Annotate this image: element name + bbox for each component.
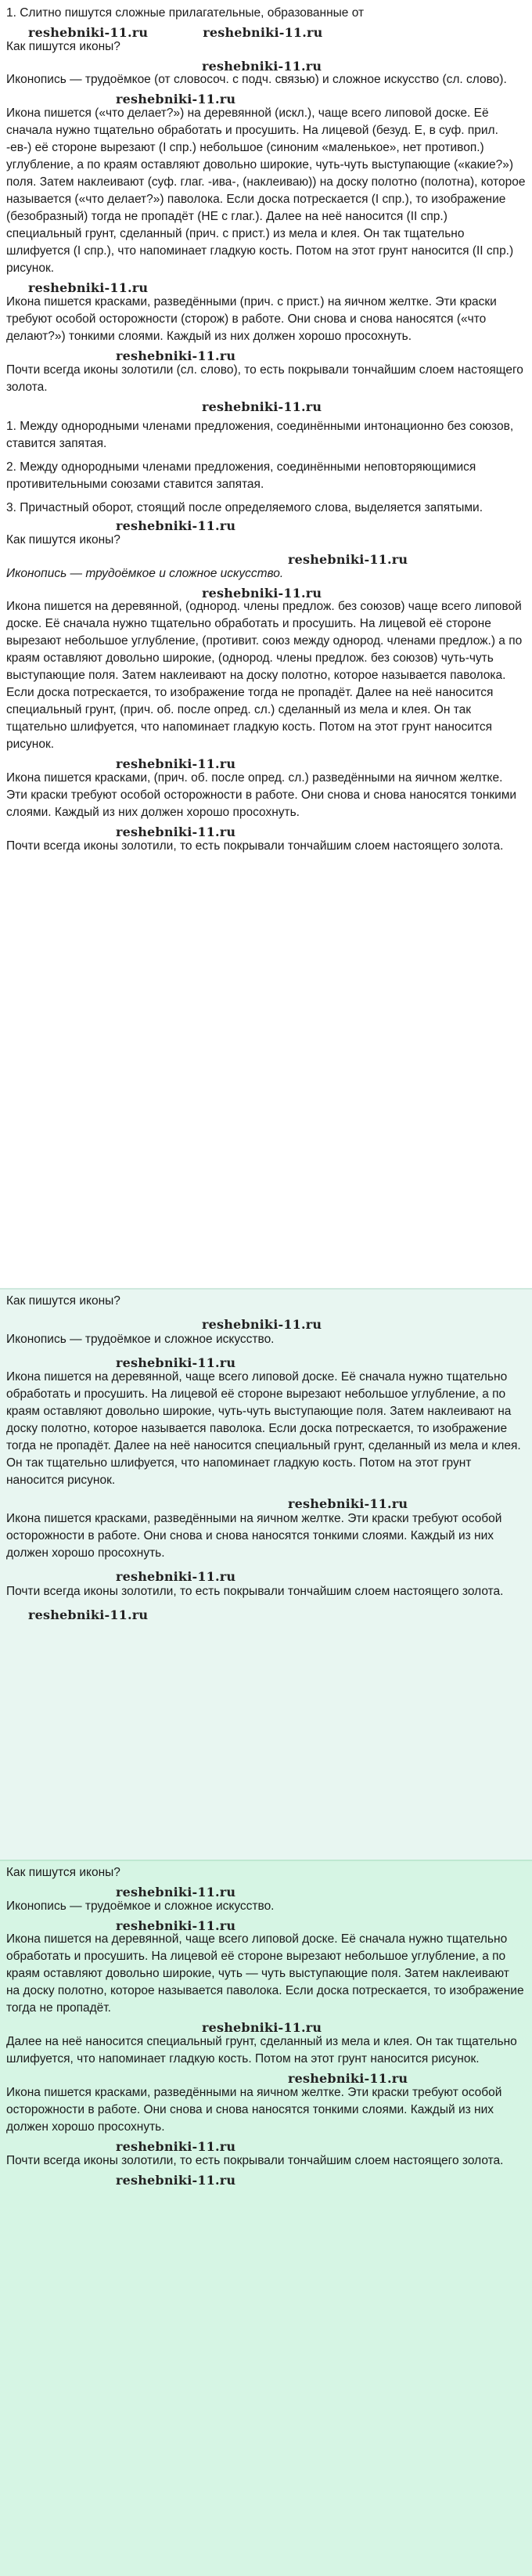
watermark: reshebniki-11.ru [28, 280, 149, 296]
watermark: reshebniki-11.ru [202, 2020, 322, 2036]
watermark: reshebniki-11.ru [116, 518, 236, 534]
watermark: reshebniki-11.ru [116, 1885, 236, 1900]
text-paragraph: Икона пишется красками, разведёнными (прич. с прист.) на яичном желтке. Эти краски требуют особой осторожности (сторож) в работе. Они снова и снова наносятся («что делают?») тонкими слоями. Каждый из них должен хорошо просохнуть. [6, 294, 497, 343]
watermark: reshebniki-11.ru [116, 756, 236, 772]
watermark: reshebniki-11.ru [288, 552, 408, 568]
text-paragraph: Почти всегда иконы золотили, то есть покрывали тончайшим слоем настоящего золота. [6, 839, 504, 853]
watermark: reshebniki-11.ru [28, 1607, 149, 1622]
text-paragraph: Икона пишется красками, разведёнными на яичном желтке. Эти краски требуют особой осторожности в работе. Они снова и снова наносятся тонкими слоями. Каждый из них должен хорошо просохнуть. [6, 1512, 502, 1560]
text-paragraph: Иконопись — трудоёмкое (от словосоч. с подч. связью) и сложное искусство (сл. слово). [6, 73, 507, 87]
text-paragraph: Икона пишется на деревянной, (однород. члены предлож. без союзов) чаще всего липовой доске. Её сначала нужно тщательно обработать и просушить. На лицевой её стороне вырезают небольшое углубление, (противит. союз между однород. членами предлож.) а по краям оставляют довольно широкие, (однород. члены предлож. без союзов) чуть-чуть выступающие поля. Затем наклеивают на доску полотно, которое называется паволока. Если доска потрескается, то изображение тогда не пропадёт. Далее на неё наносится специальный грунт, (прич. об. после опред. сл.) сделанный из мела и клея. Он так тщательно шлифуется, что напоминает гладкую кость. Потом на этот грунт наносится рисунок. [6, 600, 523, 752]
annotated-section [0, 1288, 532, 1860]
text-paragraph: Икона пишется на деревянной, чаще всего липовой доске. Её сначала нужно тщательно обработать и просушить. На лицевой её стороне вырезают небольшое углубление, а по краям оставляют довольно широкие, чуть — чуть выступающие поля. Затем наклеивают на доску полотно, которое называется паволока. Если доска потрескается, то изображение тогда не пропадёт. [6, 1932, 524, 2015]
text-paragraph: Почти всегда иконы золотили (сл. слово), то есть покрывали тончайшим слоем настоящего золота. [6, 363, 523, 394]
watermark: reshebniki-11.ru [202, 1317, 322, 1332]
text-question: Как пишутся иконы? [6, 1294, 120, 1308]
watermark: reshebniki-11.ru [116, 2138, 236, 2154]
watermark: reshebniki-11.ru [116, 824, 236, 840]
watermark: reshebniki-11.ru [202, 399, 322, 414]
rule-item: 2. Между однородными членами предложения, соединёнными неповторяющимися противительными союзами ставится запятая. [6, 460, 476, 492]
text-paragraph: Почти всегда иконы золотили, то есть покрывали тончайшим слоем настоящего золота. [6, 1584, 504, 1598]
text-question: Как пишутся иконы? [6, 1866, 120, 1879]
watermark: reshebniki-11.ru [116, 1569, 236, 1585]
watermark: reshebniki-11.ru [116, 1355, 236, 1370]
text-paragraph: Иконопись — трудоёмкое и сложное искусство. [6, 1332, 275, 1346]
text-paragraph: Иконопись — трудоёмкое и сложное искусство. [6, 566, 284, 580]
watermark: reshebniki-11.ru [288, 2071, 408, 2087]
watermark: reshebniki-11.ru [116, 348, 236, 363]
exercise-title: 1. Слитно пишутся сложные прилагательные, образованные от [6, 6, 365, 20]
text-question: Как пишутся иконы? [6, 39, 120, 53]
text-paragraph: Икона пишется («что делает?») на деревянной (искл.), чаще всего липовой доске. Её сначала нужно тщательно обработать и просушить. На лицевой (безуд. Е, в суф. прил. -ев-) её стороне вырезают (I спр.) небольшое (синоним «маленькое», нет противоп.) углубление, а по краям оставляют довольно широкие, чуть-чуть выступающие («какие?») поля. Затем наклеивают (суф. глаг. -ива-, (наклеиваю)) на доску полотно (полотна), которое называется («что делает?») паволока. Если доска потрескается (I спр.), то изображение (безобразный) тогда не пропадёт (НЕ с глаг.). Далее на неё наносится (II спр.) специальный грунт, сделанный (прич. с прист.) из мела и клея. Он так тщательно шлифуется (I спр.), что напоминает гладкую кость. Потом на этот грунт наносится (II спр.) рисунок. [6, 106, 526, 276]
rule-item: 1. Между однородными членами предложения, соединёнными интонационно без союзов, ставится запятая. [6, 420, 514, 451]
annotated-section-final [0, 1860, 532, 2576]
text-paragraph: Далее на неё наносится специальный грунт, сделанный из мела и клея. Он так тщательно шлифуется, что напоминает гладкую кость. Потом на этот грунт наносится рисунок. [6, 2035, 517, 2066]
text-paragraph: Иконопись — трудоёмкое и сложное искусство. [6, 1899, 275, 1913]
watermark: reshebniki-11.ru [202, 585, 322, 601]
watermark: reshebniki-11.ru [202, 58, 322, 74]
text-paragraph: Почти всегда иконы золотили, то есть покрывали тончайшим слоем настоящего золота. [6, 2153, 504, 2167]
watermark: reshebniki-11.ru [203, 25, 323, 40]
text-paragraph: Икона пишется на деревянной, чаще всего липовой доске. Её сначала нужно тщательно обработать и просушить. На лицевой её стороне вырезают небольшое углубление, а по краям оставляют довольно широкие, чуть-чуть выступающие поля. Затем наклеивают на доску полотно, которое называется паволока. Если доска потрескается, то изображение тогда не пропадёт. Далее на неё наносится специальный грунт, сделанный из мела и клея. Он так тщательно шлифуется, что напоминает гладкую кость. Потом на этот грунт наносится рисунок. [6, 1370, 521, 1488]
watermark: reshebniki-11.ru [288, 1496, 408, 1512]
watermark: reshebniki-11.ru [116, 2172, 236, 2188]
text-paragraph: Икона пишется красками, разведёнными на яичном желтке. Эти краски требуют особой осторожности в работе. Они снова и снова наносятся тонкими слоями. Каждый из них должен хорошо просохнуть. [6, 2085, 502, 2134]
rule-item: 3. Причастный оборот, стоящий после определяемого слова, выделяется запятыми. [6, 501, 483, 515]
watermark: reshebniki-11.ru [116, 92, 236, 107]
watermark: reshebniki-11.ru [116, 1918, 236, 1933]
text-paragraph: Икона пишется красками, (прич. об. после опред. сл.) разведёнными на яичном желтке. Эти краски требуют особой осторожности в работе. Они снова и снова наносятся тонкими слоями. Каждый из них должен хорошо просохнуть. [6, 771, 517, 820]
watermark: reshebniki-11.ru [28, 25, 149, 40]
text-question: Как пишутся иконы? [6, 533, 120, 547]
